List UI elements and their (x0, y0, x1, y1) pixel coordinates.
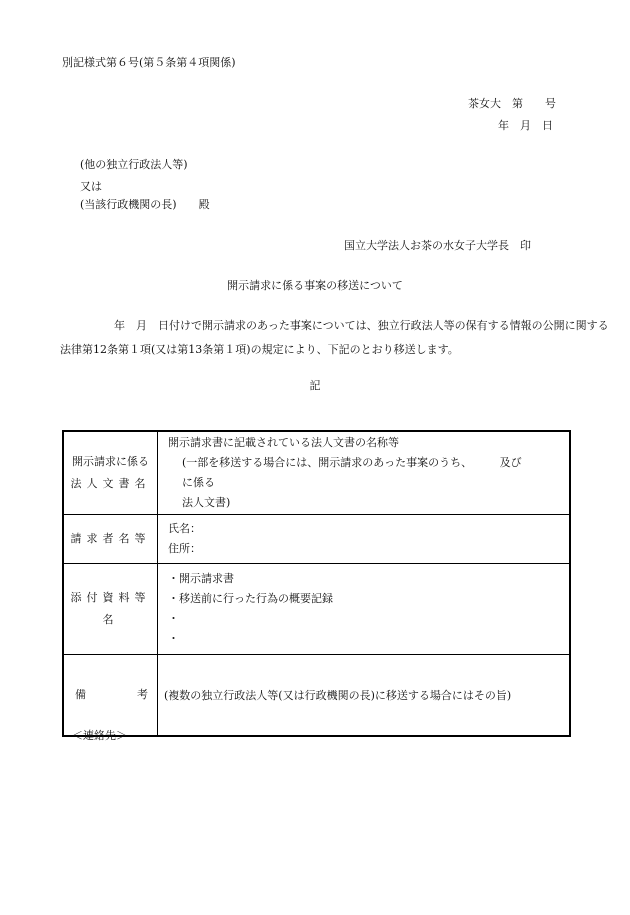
content-line: (一部を移送する場合には、開示請求のあった事案のうち、 及び に係る (182, 456, 555, 489)
row-label (63, 515, 158, 564)
label-line: 開示請求に係る (72, 455, 149, 468)
form-id: 別記様式第６号(第５条第４項関係) (62, 56, 236, 69)
list-item: ・ (168, 632, 179, 645)
row-label (63, 564, 158, 655)
body-text-line-1: 年 月 日付けで開示請求のあった事案については、独立行政法人等の保有する情報の公開に関する (114, 319, 609, 332)
recipient-line-3: (当該行政機関の長) 殿 (80, 198, 210, 211)
contact-label: ＜連絡先＞ (72, 729, 127, 742)
info-table (62, 430, 571, 737)
content-line: 開示請求書に記載されている法人文書の名称等 (168, 436, 399, 449)
row-content (158, 515, 571, 564)
document-number: 茶女大 第 号 (468, 97, 556, 110)
content-line: 氏名： (168, 522, 201, 535)
row-label (63, 431, 158, 515)
table-row (63, 431, 570, 515)
document-date: 年 月 日 (498, 119, 553, 132)
label-line: 請求者名等 (70, 532, 151, 545)
row-content (158, 431, 571, 515)
content-line: 住所： (168, 542, 201, 555)
row-content (158, 655, 571, 737)
label-char: 備 (75, 688, 86, 701)
recipient-line-1: (他の独立行政法人等) (80, 158, 188, 171)
sender: 国立大学法人お茶の水女子大学長 印 (344, 239, 531, 252)
table-row (63, 564, 570, 655)
label-char: 考 (137, 688, 148, 701)
table-row (63, 655, 570, 737)
list-item: ・ (168, 612, 179, 625)
body-text-line-2: 法律第12条第１項(又は第13条第１項)の規定により、下記のとおり移送します。 (60, 343, 459, 356)
table-row (63, 515, 570, 564)
document-title: 開示請求に係る事案の移送について (227, 279, 403, 292)
label-line: 添付資料等名 (70, 591, 151, 626)
content-line: (複数の独立行政法人等(又は行政機関の長)に移送する場合にはその旨) (164, 689, 512, 702)
row-label (63, 655, 158, 737)
label-line: 法人文書名 (70, 477, 151, 490)
list-item: ・移送前に行った行為の概要記録 (168, 592, 333, 605)
list-item: ・開示請求書 (168, 572, 234, 585)
recipient-line-2: 又は (80, 180, 102, 193)
content-line: 法人文書) (182, 496, 231, 509)
ki-heading: 記 (309, 379, 321, 392)
row-content (158, 564, 571, 655)
